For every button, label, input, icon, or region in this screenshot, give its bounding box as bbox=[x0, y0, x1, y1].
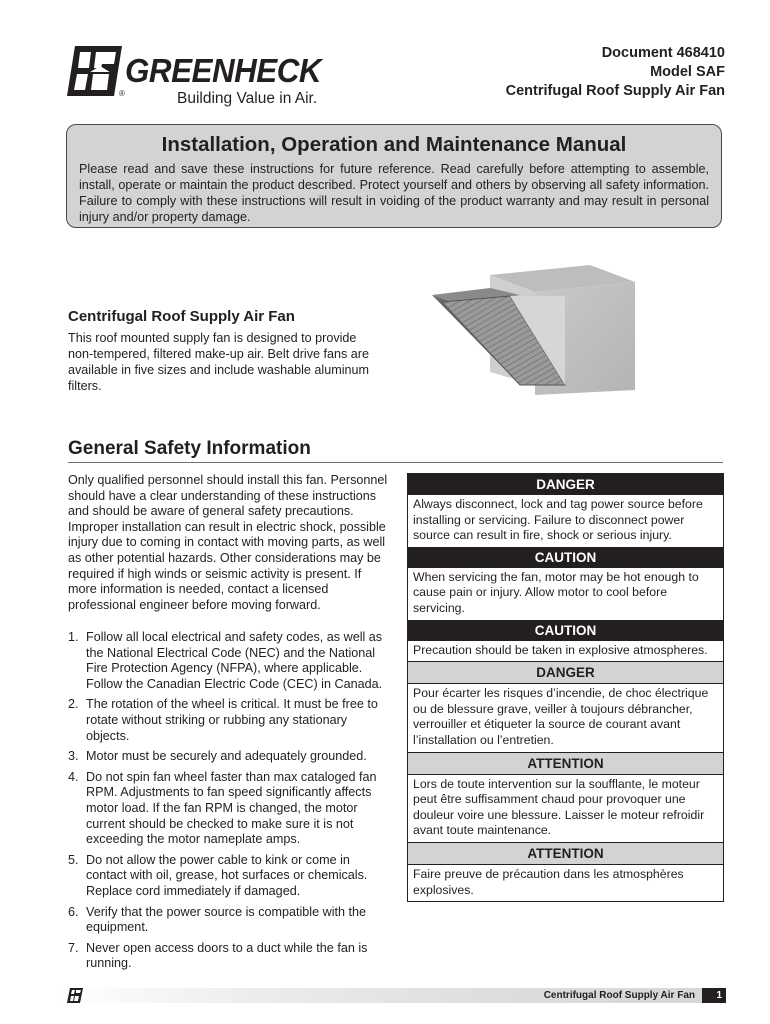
warning-heading-attention-fr: ATTENTION bbox=[408, 842, 723, 865]
page-number: 1 bbox=[702, 988, 726, 1003]
warning-heading-attention-fr: ATTENTION bbox=[408, 752, 723, 775]
item-text: Verify that the power source is compatible with the equipment. bbox=[86, 904, 367, 935]
safety-intro: Only qualified personnel should install this fan. Personnel should have a clear understanding of these instructions and should be aware of general safety precautions. Improper installation can result in electric shock, possible injury due to coming in contact with moving parts, as well as other potential hazards. Other considerations may be required if high winds or seismic activity is present. If more information is needed, contact a licensed professional engineer before moving forward. bbox=[68, 473, 388, 612]
warning-text: Faire preuve de précaution dans les atmosphères explosives. bbox=[408, 865, 723, 901]
greenheck-logo bbox=[67, 44, 327, 114]
warning-text: When servicing the fan, motor may be hot enough to cause pain or injury. Allow motor to cool before servicing. bbox=[408, 568, 723, 620]
safety-item bbox=[68, 630, 393, 692]
item-text: The rotation of the wheel is critical. It must be free to rotate without striking or rubbing any stationary objects. bbox=[86, 697, 378, 743]
safety-item bbox=[68, 770, 393, 848]
warning-heading-danger-fr: DANGER bbox=[408, 661, 723, 684]
supply-fan-illustration bbox=[420, 260, 650, 400]
product-description: This roof mounted supply fan is designed to provide non-tempered, filtered make-up air. Belt drive fans are available in five sizes and include washable aluminum filters. bbox=[68, 331, 370, 393]
greenheck-small-logo-icon bbox=[67, 988, 83, 1003]
warning-text: Pour écarter les risques d’incendie, de choc électrique ou de blessure grave, veiller à toujours débrancher, verrouiller et étiqueter la source de courant avant l’installation ou l’entretien. bbox=[408, 684, 723, 751]
brand-name: GREENHECK bbox=[125, 52, 322, 89]
product-name: Centrifugal Roof Supply Air Fan bbox=[505, 83, 725, 99]
item-number: 2. bbox=[68, 697, 79, 712]
item-number: 1. bbox=[68, 630, 79, 644]
registered-mark: ® bbox=[119, 89, 125, 98]
intro-text: Please read and save these instructions for future reference. Read carefully before attempting to assemble, install, operate or maintain the product described. Protect yourself and others by observing all safety information. Failure to comply with these instructions will result in voiding of the product warranty and may result in personal injury and/or property damage. bbox=[79, 162, 709, 224]
warning-heading-danger: DANGER bbox=[408, 474, 723, 495]
safety-item bbox=[68, 941, 393, 972]
greenheck-logo-icon bbox=[67, 46, 122, 96]
safety-item bbox=[68, 905, 393, 936]
item-text: Do not allow the power cable to kink or come in contact with oil, grease, hot surfaces or chemicals. Replace cord immediately if damaged. bbox=[86, 852, 368, 898]
item-text: Motor must be securely and adequately grounded. bbox=[86, 749, 367, 764]
item-text: Do not spin fan wheel faster than max cataloged fan RPM. Adjustments to fan speed significantly affects motor load. If the fan RPM is changed, the motor current should be checked to make sure it is not exceeding the motor nameplate amps. bbox=[86, 769, 377, 847]
document-info bbox=[506, 44, 725, 101]
intro-box bbox=[66, 124, 722, 228]
warning-heading-caution: CAUTION bbox=[408, 547, 723, 568]
warning-heading-caution: CAUTION bbox=[408, 620, 723, 641]
safety-heading: General Safety Information bbox=[68, 438, 723, 463]
item-number: 3. bbox=[68, 749, 79, 764]
item-number: 5. bbox=[68, 852, 79, 867]
safety-item bbox=[68, 749, 393, 765]
item-number: 6. bbox=[68, 904, 79, 919]
footer-title: Centrifugal Roof Supply Air Fan bbox=[543, 990, 695, 1001]
warning-text: Always disconnect, lock and tag power source before installing or servicing. Failure to disconnect power source can result in fire, shock or serious injury. bbox=[408, 495, 723, 547]
warning-text: Lors de toute intervention sur la soufflante, le moteur peut être suffisamment chaud pour provoquer une douleur voire une blessure. Laisser le moteur refroidir avant toute maintenance. bbox=[408, 775, 723, 842]
product-title: Centrifugal Roof Supply Air Fan bbox=[68, 308, 295, 325]
safety-item bbox=[68, 853, 393, 900]
item-number: 7. bbox=[68, 940, 79, 955]
warnings-panel bbox=[407, 473, 724, 902]
model-name: Model SAF bbox=[650, 64, 725, 80]
safety-list bbox=[68, 630, 393, 977]
warning-text: Precaution should be taken in explosive atmospheres. bbox=[408, 641, 723, 662]
manual-title: Installation, Operation and Maintenance Manual bbox=[161, 133, 627, 156]
item-text: Never open access doors to a duct while the fan is running. bbox=[86, 940, 368, 971]
brand-tagline: Building Value in Air. bbox=[177, 90, 318, 107]
safety-item bbox=[68, 697, 393, 744]
item-text: Follow all local electrical and safety codes, as well as the National Electrical Code (NEC) and the National Fire Protection Agency (NFPA), where applicable. Follow the Canadian Electric Code (CEC) in Canada. bbox=[86, 630, 383, 691]
item-number: 4. bbox=[68, 769, 79, 784]
document-number: Document 468410 bbox=[601, 45, 725, 61]
